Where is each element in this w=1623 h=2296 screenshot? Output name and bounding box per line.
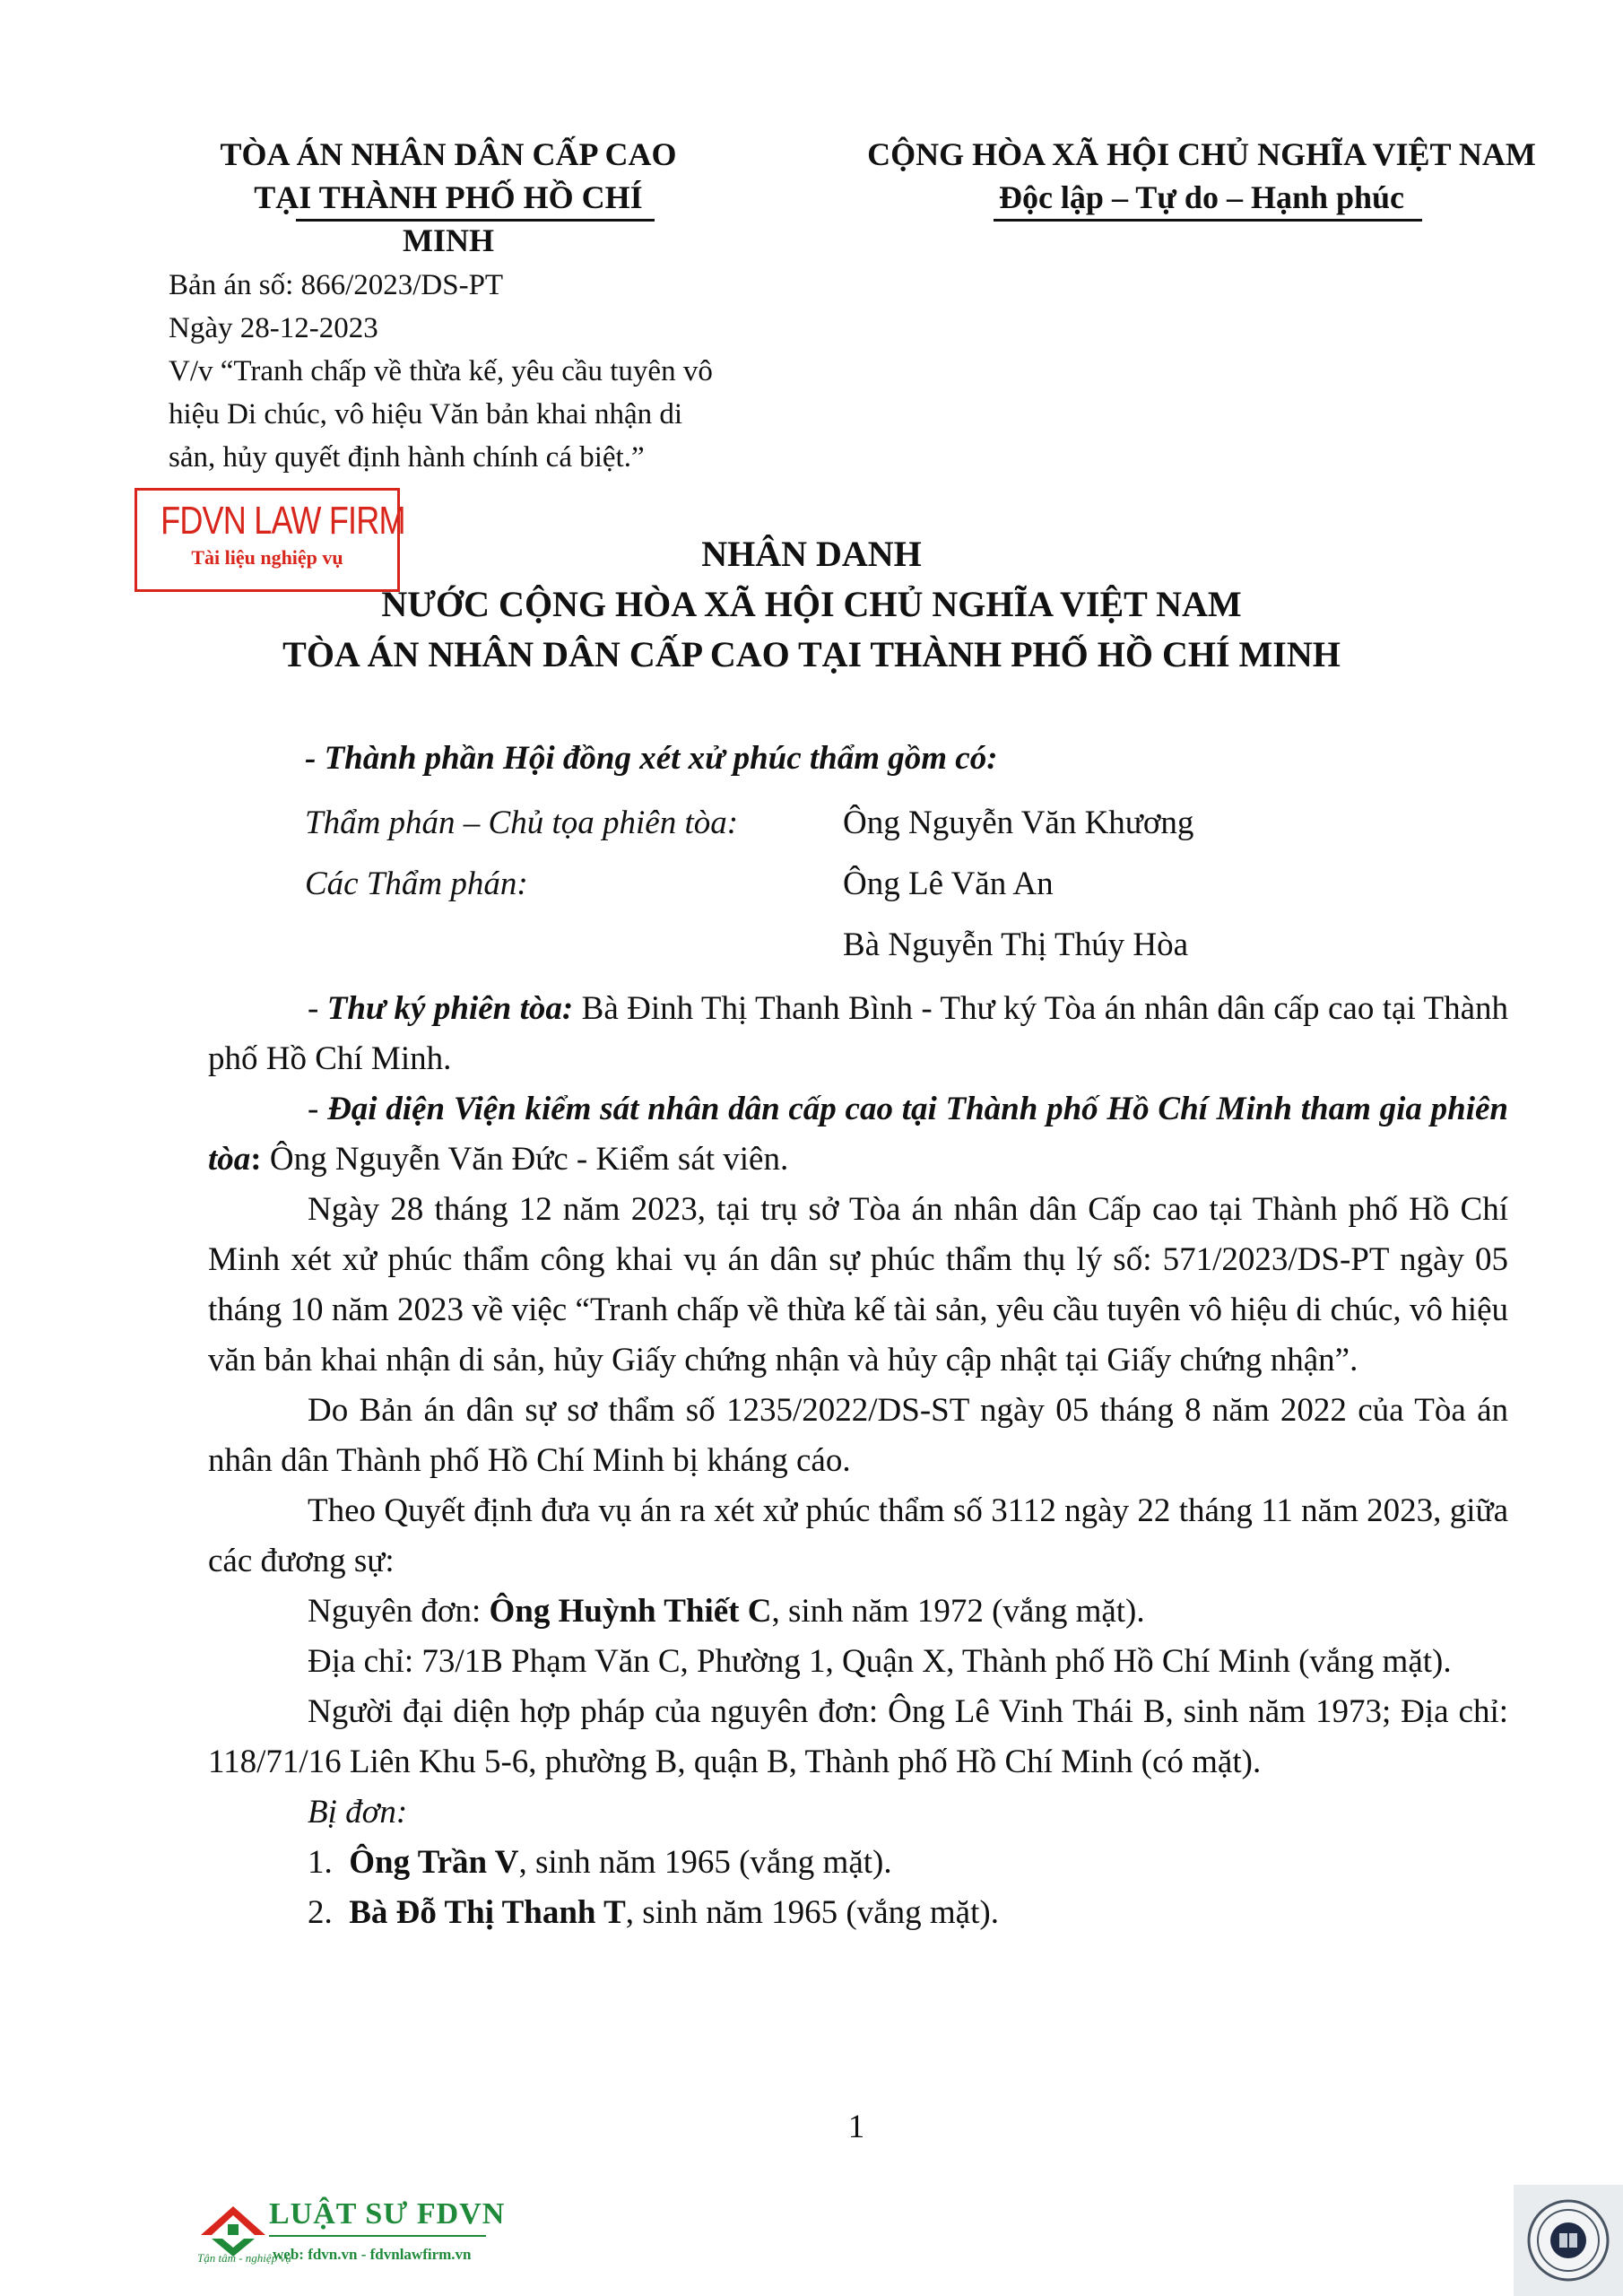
footer-brand-underline	[269, 2235, 486, 2237]
plaintiff-label: Nguyên đơn:	[308, 1593, 490, 1630]
defendant-2-rest: , sinh năm 1965 (vắng mặt).	[625, 1894, 999, 1931]
footer-brand: LUẬT SƯ FDVN	[269, 2197, 506, 2231]
judges-label: Các Thẩm phán:	[305, 865, 528, 902]
footer-website: web: fdvn.vn - fdvnlawfirm.vn	[273, 2246, 472, 2263]
decision-paragraph: Theo Quyết định đưa vụ án ra xét xử phúc thẩm số 3112 ngày 22 tháng 11 năm 2023, giữa các đương sự:	[208, 1492, 1508, 1579]
judge-2-name: Bà Nguyễn Thị Thúy Hòa	[843, 926, 1189, 963]
defendant-item-2	[208, 1888, 1508, 1938]
presiding-judge-name: Ông Nguyễn Văn Khương	[843, 804, 1194, 841]
first-instance-paragraph: Do Bản án dân sự sơ thẩm số 1235/2022/DS-ST ngày 05 tháng 8 năm 2022 của Tòa án nhân dân Thành phố Hồ Chí Minh bị kháng cáo.	[208, 1392, 1508, 1479]
defendant-1-number: 1.	[308, 1844, 333, 1881]
title-line3: TÒA ÁN NHÂN DÂN CẤP CAO TẠI THÀNH PHỐ HỒ CHÍ MINH	[282, 634, 1341, 674]
case-date: Ngày 28-12-2023	[169, 312, 378, 344]
official-seal-icon	[1525, 2197, 1611, 2283]
plaintiff-address: Địa chỉ: 73/1B Phạm Văn C, Phường 1, Quận X, Thành phố Hồ Chí Minh (vắng mặt).	[308, 1643, 1452, 1680]
defendant-2-number: 2.	[308, 1894, 333, 1931]
procuracy-text: Ông Nguyễn Văn Đức - Kiểm sát viên.	[261, 1141, 789, 1178]
case-subject-line3: sản, hủy quyết định hành chính cá biệt.”	[169, 441, 645, 474]
panel-heading: - Thành phần Hội đồng xét xử phúc thẩm gồm có:	[305, 740, 998, 777]
defendant-item-1	[208, 1838, 1508, 1888]
footer-logo	[197, 2196, 574, 2267]
stamp-subtitle: Tài liệu nghiệp vụ	[191, 546, 343, 569]
national-motto-header	[789, 133, 1614, 219]
defendant-1-name: Ông Trần V	[349, 1844, 519, 1881]
motto-underline	[994, 219, 1422, 222]
clerk-paragraph	[208, 984, 1508, 1084]
footer-tagline: Tận tâm - nghiệp vụ	[197, 2251, 291, 2265]
title-line2: NƯỚC CỘNG HÒA XÃ HỘI CHỦ NGHĨA VIỆT NAM	[381, 584, 1242, 624]
trial-paragraph: Ngày 28 tháng 12 năm 2023, tại trụ sở Tòa án nhân dân Cấp cao tại Thành phố Hồ Chí Minh xét xử phúc thẩm công khai vụ án dân sự phúc thẩm thụ lý số: 571/2023/DS-PT ngày 05 tháng 10 năm 2023 về việc “Tranh chấp về thừa kế tài sản, yêu cầu tuyên vô hiệu di chúc, vô hiệu văn bản khai nhận di sản, hủy Giấy chứng nhận và hủy cập nhật tại Giấy chứng nhận”.	[208, 1191, 1508, 1378]
plaintiff-line	[208, 1587, 1508, 1637]
plaintiff-representative: Người đại diện hợp pháp của nguyên đơn: Ông Lê Vinh Thái B, sinh năm 1973; Địa chỉ: 118/71/16 Liên Khu 5-6, phường B, quận B, Thành phố Hồ Chí Minh (có mặt).	[208, 1693, 1508, 1780]
court-name-underline	[296, 219, 655, 222]
defendant-2-name: Bà Đỗ Thị Thanh T	[349, 1894, 626, 1931]
procuracy-paragraph	[208, 1084, 1508, 1185]
case-number: Bản án số: 866/2023/DS-PT	[169, 269, 504, 301]
court-name-line1: TÒA ÁN NHÂN DÂN CẤP CAO	[220, 136, 677, 172]
clerk-dash: -	[308, 990, 327, 1027]
page-number: 1	[847, 2109, 865, 2145]
defendant-1-rest: , sinh năm 1965 (vắng mặt).	[518, 1844, 892, 1881]
stamp-firm-name: FDVN LAW FIRM	[161, 499, 405, 543]
national-name-line: CỘNG HÒA XÃ HỘI CHỦ NGHĨA VIỆT NAM	[867, 136, 1536, 172]
seal-corner	[1514, 2185, 1623, 2296]
clerk-text: Bà Đinh Thị Thanh Bình - Thư ký Tòa án nhân dân cấp cao tại Thành phố Hồ Chí Minh.	[208, 990, 1508, 1077]
judgment-body	[208, 984, 1508, 1938]
national-motto-line: Độc lập – Tự do – Hạnh phúc	[998, 179, 1405, 215]
case-subject-line2: hiệu Di chúc, vô hiệu Văn bản khai nhận di	[169, 398, 683, 430]
judge-1-name: Ông Lê Văn An	[843, 865, 1054, 902]
procuracy-label: Đại diện Viện kiểm sát nhân dân cấp cao tại Thành phố Hồ Chí Minh tham gia phiên tòa	[208, 1091, 1508, 1178]
clerk-label: Thư ký phiên tòa:	[326, 990, 574, 1027]
plaintiff-rest: , sinh năm 1972 (vắng mặt).	[771, 1593, 1145, 1630]
defendants-label: Bị đơn:	[308, 1794, 408, 1831]
presiding-judge-label: Thẩm phán – Chủ tọa phiên tòa:	[305, 804, 739, 841]
procuracy-dash: -	[308, 1091, 328, 1127]
court-name-header	[206, 133, 690, 262]
case-subject-line1: V/v “Tranh chấp về thừa kế, yêu cầu tuyên vô	[169, 355, 713, 387]
plaintiff-name: Ông Huỳnh Thiết C	[489, 1593, 772, 1630]
case-meta-block	[169, 264, 814, 479]
procuracy-colon: :	[250, 1141, 262, 1178]
court-name-line2: TẠI THÀNH PHỐ HỒ CHÍ MINH	[254, 179, 643, 258]
title-line1: NHÂN DANH	[701, 534, 922, 574]
